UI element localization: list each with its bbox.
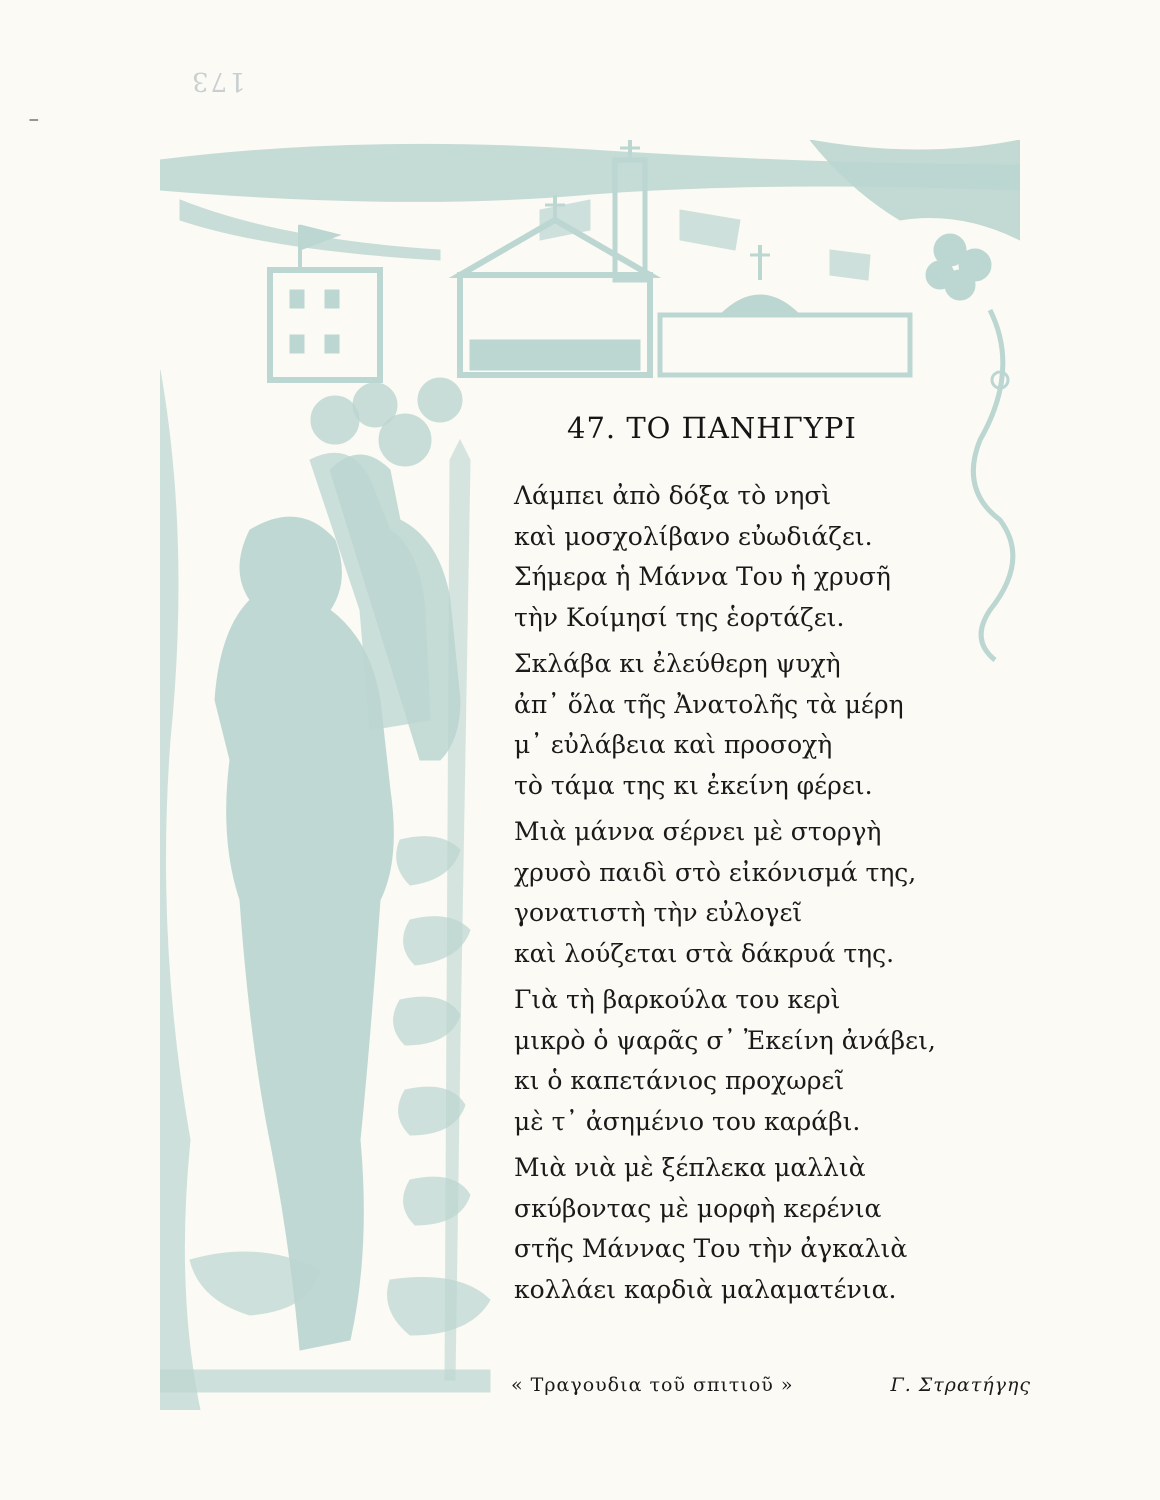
pen-mark: ⁻ (28, 112, 40, 137)
poem-line: τὸ τάμα της κι ἐκείνη φέρει. (514, 770, 873, 800)
poem-line: Σήμερα ἡ Μάννα Του ἡ χρυσῆ (514, 562, 891, 591)
poem-line: τὴν Κοίμησί της ἑορτάζει. (514, 602, 845, 632)
stanza (514, 980, 984, 1142)
poem-line: καὶ λούζεται στὰ δάκρυά της. (514, 938, 895, 968)
poem-line: Λάμπει ἀπὸ δόξα τὸ νησὶ (514, 481, 832, 510)
poem-line: κολλάει καρδιὰ μαλαματένια. (514, 1274, 897, 1304)
poem-line: μικρὸ ὁ ψαρᾶς σ᾽ Ἐκείνη ἀνάβει, (514, 1025, 936, 1055)
poem-line: σκύβοντας μὲ μορφὴ κερένια (514, 1193, 882, 1223)
stanza (514, 1148, 984, 1310)
poem-line: Σκλάβα κι ἐλεύθερη ψυχὴ (514, 649, 841, 678)
poem-body (514, 476, 984, 1316)
poem-line: στῆς Μάννας Του τὴν ἀγκαλιὰ (514, 1234, 908, 1263)
page-number: 173 (190, 66, 246, 96)
poem-line: Μιὰ νιὰ μὲ ξέπλεκα μαλλιὰ (514, 1153, 866, 1182)
stanza (514, 476, 984, 638)
poem-line: Γιὰ τὴ βαρκούλα του κερὶ (514, 985, 841, 1014)
poem-line: κι ὁ καπετάνιος προχωρεῖ (514, 1066, 845, 1095)
source-citation: « Τραγουδια τοῦ σπιτιοῦ » (511, 1374, 794, 1396)
poem-footer (511, 1374, 1031, 1396)
stanza (514, 644, 984, 806)
poem-line: ἀπ᾽ ὅλα τῆς Ἀνατολῆς τὰ μέρη (514, 689, 904, 719)
poem-line: Μιὰ μάννα σέρνει μὲ στοργὴ (514, 817, 882, 846)
poem-title: 47. ΤΟ ΠΑΝΗΓΥΡΙ (567, 411, 857, 445)
poem-line: μὲ τ᾽ ἀσημένιο του καράβι. (514, 1106, 861, 1136)
poem-line: γονατιστὴ τὴν εὐλογεῖ (514, 898, 803, 927)
poem-line: καὶ μοσχολίβανο εὐωδιάζει. (514, 521, 873, 551)
poem-line: μ᾽ εὐλάβεια καὶ προσοχὴ (514, 730, 833, 759)
author-name: Γ. Στρατήγης (890, 1374, 1031, 1396)
poem-line: χρυσὸ παιδὶ στὸ εἰκόνισμά της, (514, 857, 917, 887)
stanza (514, 812, 984, 974)
